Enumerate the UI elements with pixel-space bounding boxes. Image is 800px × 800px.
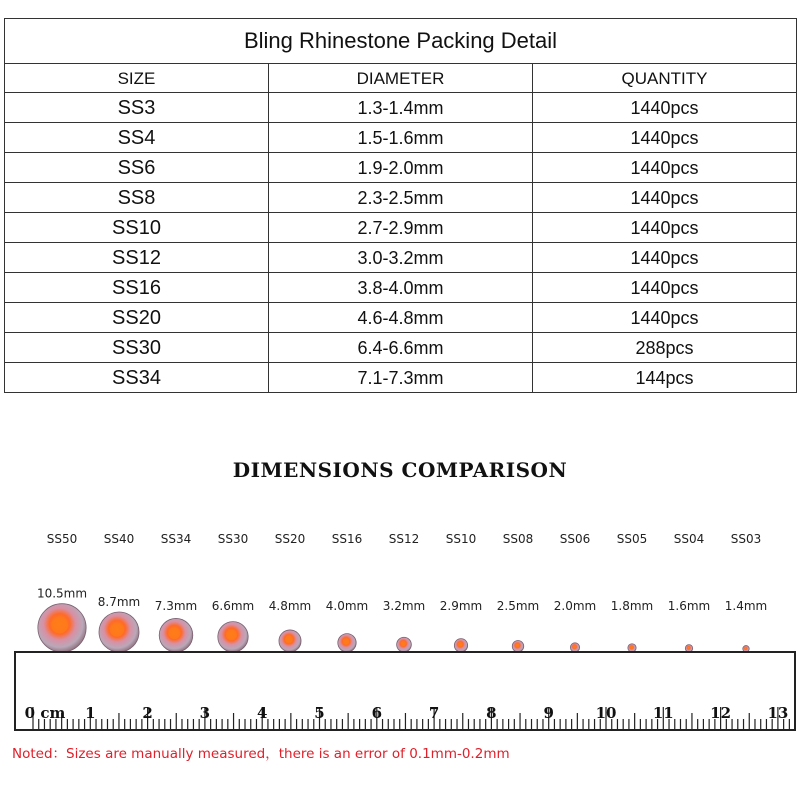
size-cell: SS34: [5, 363, 269, 393]
table-row: [5, 333, 797, 363]
rhinestone: [38, 604, 86, 652]
size-cell: SS12: [5, 243, 269, 273]
ruler-label: 8: [486, 704, 497, 722]
dimensions-comparison-title: DIMENSIONS COMPARISON: [232, 458, 568, 482]
stone-size-label: SS34: [160, 532, 192, 546]
ruler-label: 11: [652, 704, 674, 722]
rhinestone: [279, 630, 301, 652]
quantity-cell: 1440pcs: [533, 93, 797, 123]
quantity-cell: 1440pcs: [533, 213, 797, 243]
rhinestone: [628, 644, 636, 652]
stone-diameter-label: 4.8mm: [268, 599, 312, 613]
quantity-cell: 1440pcs: [533, 303, 797, 333]
stone-diameter-label: 3.2mm: [382, 599, 426, 613]
table-row: [5, 123, 797, 153]
quantity-cell: 1440pcs: [533, 273, 797, 303]
stone-size-label: SS03: [730, 532, 762, 546]
quantity-cell: 1440pcs: [533, 123, 797, 153]
diameter-cell: 3.8-4.0mm: [269, 273, 533, 303]
diameter-cell: 2.3-2.5mm: [269, 183, 533, 213]
stone-diameter-label: 1.8mm: [610, 599, 654, 613]
ruler-label: 6: [371, 704, 383, 722]
stone-size-label: SS06: [559, 532, 591, 546]
table-row: [5, 183, 797, 213]
stone-size-label: SS40: [103, 532, 135, 546]
measurement-note: Noted：Sizes are manually measured，there is an error of 0.1mm-0.2mm: [12, 746, 510, 762]
size-cell: SS30: [5, 333, 269, 363]
stone-size-label: SS30: [217, 532, 249, 546]
header-quantity: QUANTITY: [533, 64, 797, 93]
table-title: Bling Rhinestone Packing Detail: [5, 19, 797, 64]
stone-diameter-label: 10.5mm: [36, 586, 88, 601]
size-cell: SS10: [5, 213, 269, 243]
header-diameter: DIAMETER: [269, 64, 533, 93]
size-cell: SS20: [5, 303, 269, 333]
ruler-label: 4: [256, 704, 268, 722]
stone-diameter-label: 2.0mm: [553, 599, 597, 613]
diameter-cell: 4.6-4.8mm: [269, 303, 533, 333]
stone-diameter-label: 4.0mm: [325, 599, 369, 613]
table-row: [5, 243, 797, 273]
size-cell: SS4: [5, 123, 269, 153]
table-row: [5, 363, 797, 393]
header-size: SIZE: [5, 64, 269, 93]
size-cell: SS6: [5, 153, 269, 183]
stone-size-label: SS04: [673, 532, 705, 546]
ruler-label: 7: [428, 704, 440, 722]
stone-size-label: SS08: [502, 532, 534, 546]
diameter-cell: 1.5-1.6mm: [269, 123, 533, 153]
rhinestone: [454, 639, 467, 652]
diameter-cell: 3.0-3.2mm: [269, 243, 533, 273]
table-header-row: [5, 64, 797, 93]
stone-diameter-label: 8.7mm: [97, 594, 141, 609]
stone-size-label: SS50: [46, 532, 78, 546]
packing-table: [4, 18, 797, 393]
table-row: [5, 303, 797, 333]
table-row: [5, 153, 797, 183]
stone-size-label: SS10: [445, 532, 477, 546]
rhinestone: [338, 634, 356, 652]
stone-diameter-label: 1.6mm: [667, 599, 711, 613]
rhinestone: [397, 637, 412, 652]
quantity-cell: 144pcs: [533, 363, 797, 393]
ruler-label: 10: [595, 704, 617, 722]
stone-size-label: SS16: [331, 532, 363, 546]
stone-size-label: SS20: [274, 532, 306, 546]
quantity-cell: 288pcs: [533, 333, 797, 363]
rhinestone: [570, 643, 579, 652]
rhinestone: [218, 622, 248, 652]
ruler-label: 2: [142, 704, 153, 722]
rhinestone: [512, 641, 524, 653]
ruler-label: 5: [314, 704, 325, 722]
table-row: [5, 273, 797, 303]
table-row: [5, 213, 797, 243]
stone-size-label: SS05: [616, 532, 648, 546]
ruler-label: 12: [710, 704, 732, 722]
stone-diameter-label: 6.6mm: [211, 599, 255, 613]
diameter-cell: 1.3-1.4mm: [269, 93, 533, 123]
diameter-cell: 1.9-2.0mm: [269, 153, 533, 183]
diameter-cell: 2.7-2.9mm: [269, 213, 533, 243]
stone-diameter-label: 1.4mm: [724, 599, 768, 613]
ruler-label: 9: [543, 704, 554, 722]
rhinestone: [99, 612, 139, 652]
quantity-cell: 1440pcs: [533, 183, 797, 213]
rhinestone: [159, 618, 193, 652]
ruler-label: 0 cm: [24, 704, 66, 722]
stone-size-label: SS12: [388, 532, 420, 546]
quantity-cell: 1440pcs: [533, 153, 797, 183]
size-cell: SS8: [5, 183, 269, 213]
stone-diameter-label: 2.9mm: [439, 599, 483, 613]
stone-diameter-label: 2.5mm: [496, 599, 540, 613]
size-cell: SS3: [5, 93, 269, 123]
size-cell: SS16: [5, 273, 269, 303]
quantity-cell: 1440pcs: [533, 243, 797, 273]
stone-diameter-label: 7.3mm: [154, 599, 198, 613]
rhinestone: [685, 645, 692, 652]
ruler-label: 13: [767, 704, 789, 722]
ruler-label: 3: [199, 704, 211, 722]
diameter-cell: 7.1-7.3mm: [269, 363, 533, 393]
diameter-cell: 6.4-6.6mm: [269, 333, 533, 363]
table-row: [5, 93, 797, 123]
ruler-label: 1: [85, 704, 96, 722]
